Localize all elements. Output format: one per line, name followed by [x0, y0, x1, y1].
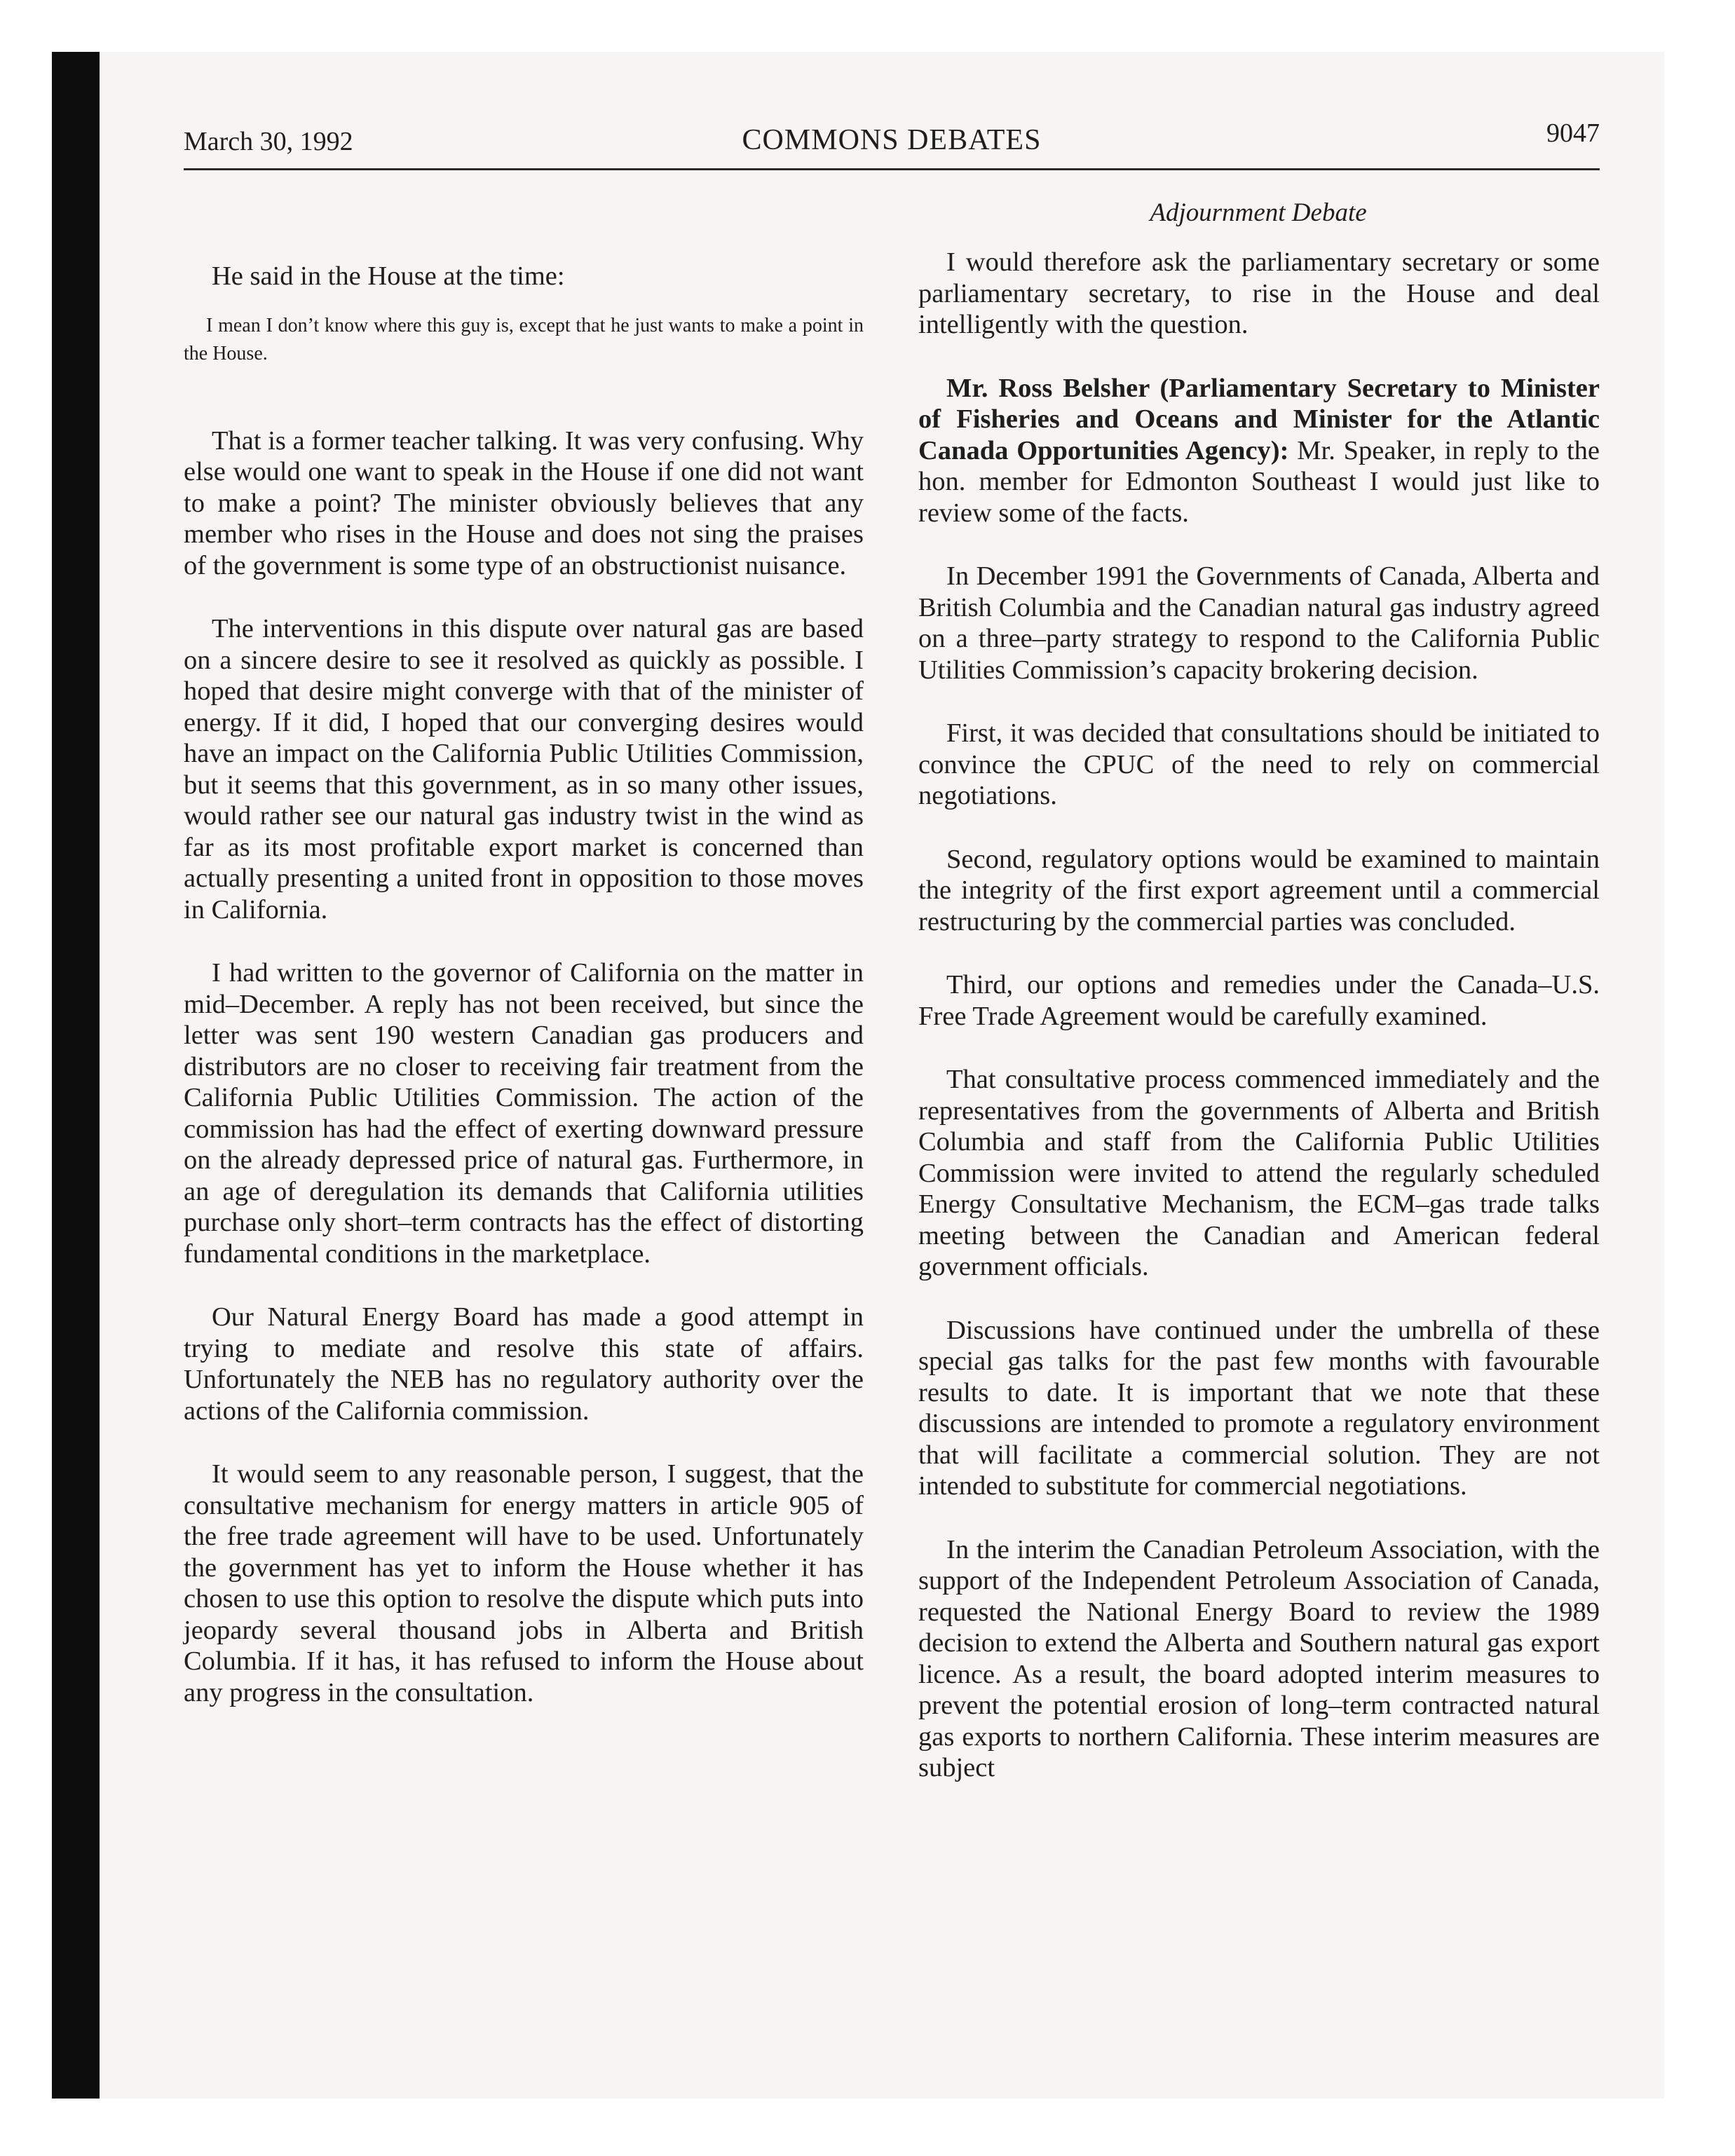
header-rule [184, 168, 1600, 170]
paragraph: I would therefore ask the parliamentary secretary or some parliamentary secretary, to rise in the House and deal intelligently with the question. [918, 247, 1600, 339]
header-date: March 30, 1992 [184, 127, 353, 156]
paragraph: I had written to the governor of California on the matter in mid–December. A reply has not been received, but since the letter was sent 190 western Canadian gas producers and distributors are no closer to receiving fair treatment from the California Public Utilities Commission. The action of the commission has had the effect of exerting downward pressure on the already depressed price of natural gas. Furthermore, in an age of deregulation its demands that California utilities purchase only short–term contracts has the effect of distorting fundamental conditions in the marketplace. [184, 958, 864, 1269]
paragraph: It would seem to any reasonable person, I suggest, that the consultative mechanism for energy matters in article 905 of the free trade agreement will have to be used. Unfortunately the government has yet to inform the House whether it has chosen to use this option to resolve the dispute which puts into jeopardy several thousand jobs in Alberta and British Columbia. If it has, it has refused to inform the House about any progress in the consultation. [184, 1459, 864, 1707]
paragraph: Our Natural Energy Board has made a good attempt in trying to mediate and resolve this state of affairs. Unfortunately the NEB has no regulatory authority over the actions of the California commission. [184, 1302, 864, 1426]
right-column [918, 247, 1600, 1816]
paragraph: Discussions have continued under the umbrella of these special gas talks for the past few months with favourable results to date. It is important that we note that these discussions are intended to promote a regulatory environment that will facilitate a commercial solution. They are not intended to substitute for commercial negotiations. [918, 1315, 1600, 1501]
paragraph: Second, regulatory options would be examined to maintain the integrity of the first export agreement until a commercial restructuring by the commercial parties was concluded. [918, 844, 1600, 936]
intro-paragraph: He said in the House at the time: [212, 261, 565, 291]
page-number: 9047 [1546, 118, 1600, 148]
speaker-paragraph [918, 373, 1600, 529]
paragraph: That consultative process commenced immediately and the representatives from the governments of Alberta and British Columbia and staff from the California Public Utilities Commission were invited to attend the regularly scheduled Energy Consultative Mechanism, the ECM–gas trade talks meeting between the Canadian and American federal government officials. [918, 1065, 1600, 1281]
paragraph: Third, our options and remedies under the Canada–U.S. Free Trade Agreement would be carefully examined. [918, 970, 1600, 1031]
scan-border [52, 52, 100, 2099]
paragraph: The interventions in this dispute over natural gas are based on a sincere desire to see it resolved as quickly as possible. I hoped that desire might converge with that of the minister of energy. If it did, I hoped that our converging desires would have an impact on the California Public Utilities Commission, but it seems that this government, as in so many other issues, would rather see our natural gas industry twist in the wind as far as its most profitable export market is concerned than actually presenting a united front in opposition to those moves in California. [184, 614, 864, 925]
speaker-name: Mr. Ross Belsher (Parliamentary Secretary to Minister of Fisheries and Oceans and Minister for the Atlantic Canada Opportunities Agency): [918, 373, 1600, 465]
paragraph: That is a former teacher talking. It was very confusing. Why else would one want to speak in the House if one did not want to make a point? The minister obviously believes that any member who rises in the House and does not sing the praises of the government is some type of an obstructionist nuisance. [184, 425, 864, 580]
section-title: Adjournment Debate [1150, 198, 1367, 227]
paragraph: First, it was decided that consultations should be initiated to convince the CPUC of the need to rely on commercial negotiations. [918, 718, 1600, 810]
left-column [184, 245, 864, 1740]
paragraph: In December 1991 the Governments of Canada, Alberta and British Columbia and the Canadian natural gas industry agreed on a three–party strategy to respond to the California Public Utilities Commission’s capacity brokering decision. [918, 561, 1600, 685]
speaker-text: Mr. Speaker, in reply to the hon. member for Edmonton Southeast I would just like to review some of the facts. [918, 435, 1600, 528]
paragraph: In the interim the Canadian Petroleum Association, with the support of the Independent Petroleum Association of Canada, requested the National Energy Board to review the 1989 decision to extend the Alberta and Southern natural gas export licence. As a result, the board adopted interim measures to prevent the potential erosion of long–term contracted natural gas exports to northern California. These interim measures are subject [918, 1534, 1600, 1782]
block-quote: I mean I don’t know where this guy is, except that he just wants to make a point in the House. [184, 314, 864, 364]
header-publication: COMMONS DEBATES [742, 124, 1042, 156]
running-header [184, 118, 1600, 167]
